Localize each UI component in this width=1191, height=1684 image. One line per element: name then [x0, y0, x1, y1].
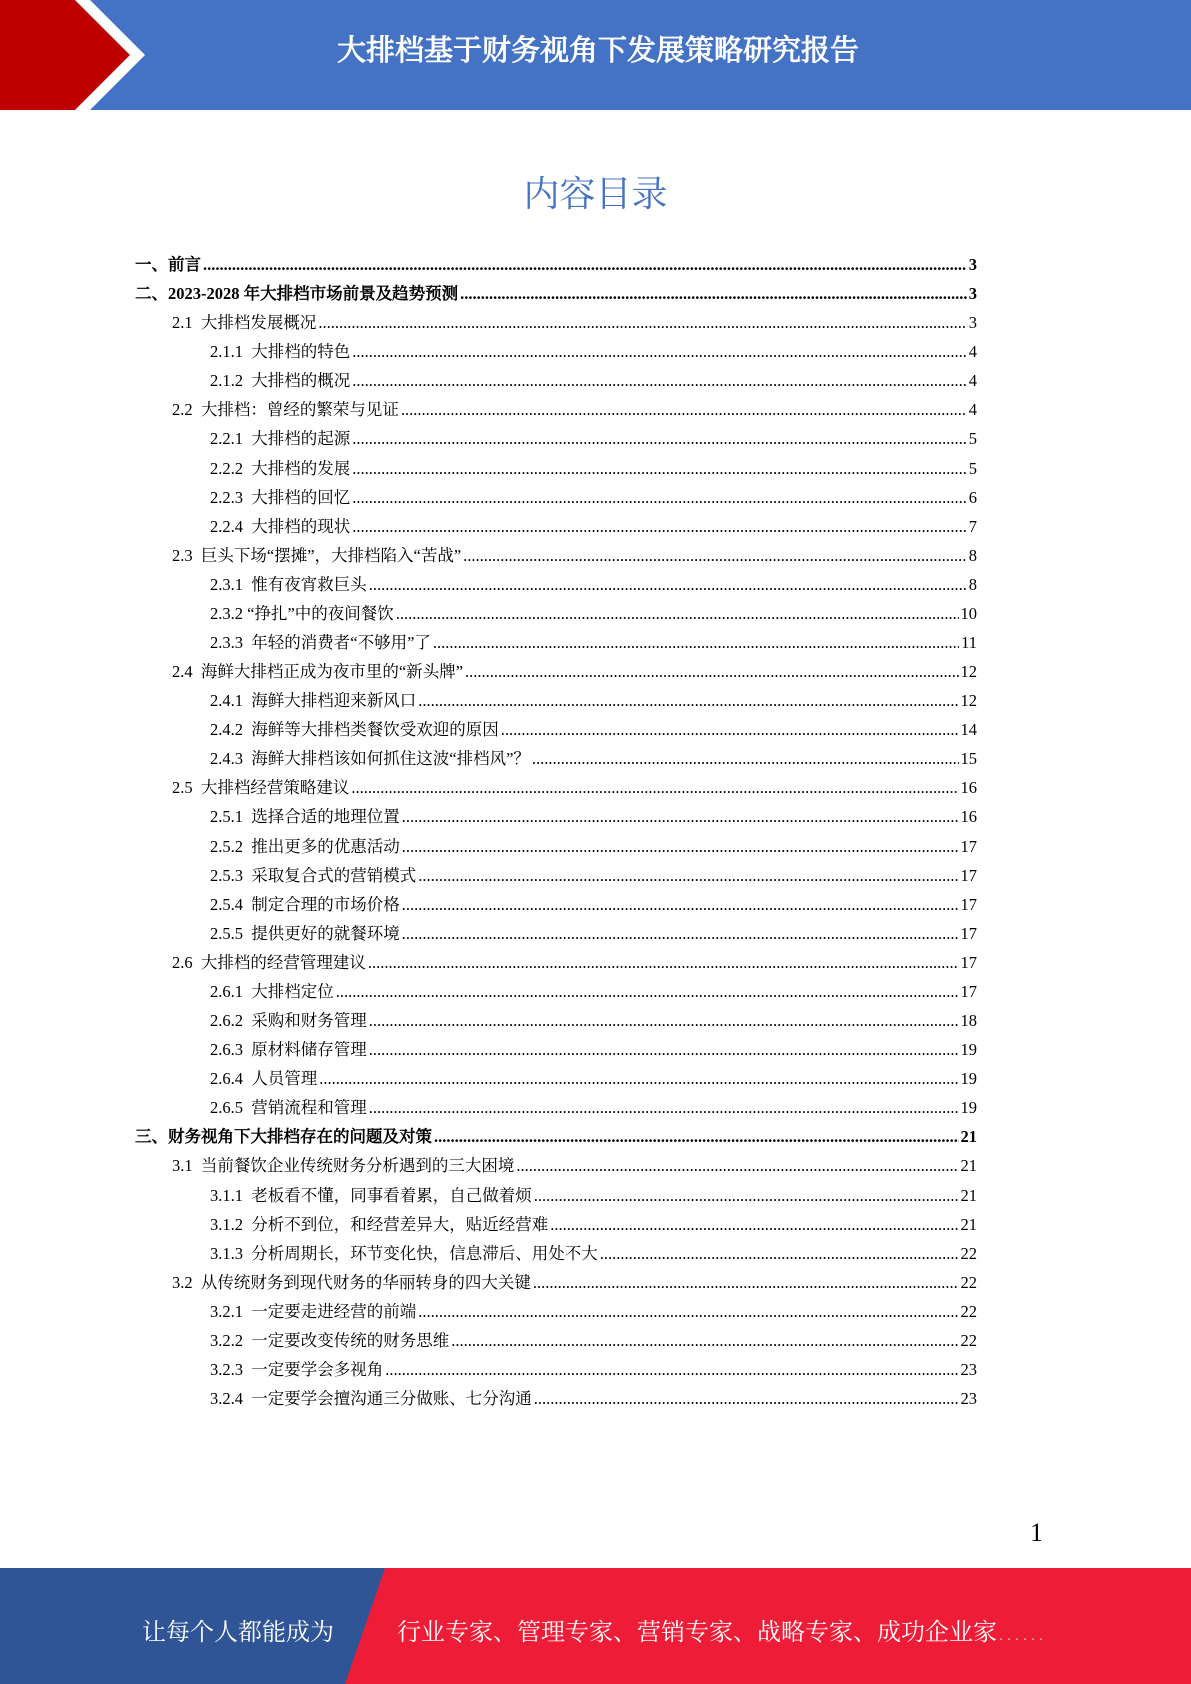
toc-entry[interactable]	[135, 1355, 977, 1384]
header-banner	[0, 0, 1191, 110]
toc-entry-page: 8	[968, 574, 977, 594]
toc-entry-title: 2.5.1 选择合适的地理位置	[210, 807, 400, 827]
toc-entry-title: 三、财务视角下大排档存在的问题及对策	[135, 1127, 432, 1147]
toc-leader-dots	[402, 832, 959, 861]
toc-leader-dots	[434, 1122, 959, 1151]
toc-entry[interactable]	[135, 1151, 977, 1180]
toc-entry-page: 16	[960, 778, 977, 798]
toc-entry-title: 2.5.3 采取复合式的营销模式	[210, 865, 417, 885]
toc-entry-page: 12	[960, 691, 977, 711]
toc-entry-page: 22	[960, 1272, 977, 1292]
toc-entry-page: 15	[960, 749, 977, 769]
toc-leader-dots	[352, 337, 967, 366]
toc-entry-title: 2.3 巨头下场“摆摊”，大排档陷入“苦战”	[172, 545, 462, 565]
toc-entry-page: 23	[960, 1389, 977, 1409]
toc-leader-dots	[369, 1035, 959, 1064]
toc-entry[interactable]	[135, 570, 977, 599]
toc-entry-page: 17	[960, 836, 977, 856]
toc-entry-title: 2.6.1 大排档定位	[210, 981, 334, 1001]
toc-leader-dots	[352, 424, 967, 453]
toc-leader-dots	[318, 308, 966, 337]
toc-leader-dots	[368, 948, 959, 977]
toc-entry[interactable]	[135, 1384, 977, 1413]
toc-leader-dots	[600, 1239, 959, 1268]
toc-leader-dots	[534, 1181, 959, 1210]
toc-leader-dots	[203, 250, 967, 279]
toc-entry[interactable]	[135, 657, 977, 686]
toc-entry[interactable]	[135, 744, 977, 773]
toc-entry-page: 4	[968, 342, 977, 362]
toc-entry-title: 3.2.3 一定要学会多视角	[210, 1359, 384, 1379]
toc-entry[interactable]	[135, 628, 977, 657]
toc-entry-title: 2.6.5 营销流程和管理	[210, 1098, 367, 1118]
toc-entry[interactable]	[135, 541, 977, 570]
toc-entry-page: 22	[960, 1330, 977, 1350]
toc-entry-page: 17	[960, 894, 977, 914]
toc-entry[interactable]	[135, 1006, 977, 1035]
toc-entry[interactable]	[135, 1064, 977, 1093]
toc-entry[interactable]	[135, 1268, 977, 1297]
toc-leader-dots	[433, 628, 959, 657]
toc-leader-dots	[533, 1268, 959, 1297]
toc-entry-title: 2.6 大排档的经营管理建议	[172, 952, 366, 972]
page-number: 1	[1030, 1518, 1043, 1547]
toc-entry[interactable]	[135, 773, 977, 802]
toc-entry-page: 17	[960, 865, 977, 885]
toc-leader-dots	[534, 1384, 959, 1413]
toc-entry-title: 2.2.2 大排档的发展	[210, 458, 351, 478]
toc-leader-dots	[501, 715, 959, 744]
toc-entry-page: 4	[968, 400, 977, 420]
toc-entry-title: 2.2.4 大排档的现状	[210, 516, 351, 536]
toc-entry-page: 3	[968, 255, 977, 274]
toc-entry-title: 2.4.2 海鲜等大排档类餐饮受欢迎的原因	[210, 720, 499, 740]
toc-entry-page: 22	[960, 1243, 977, 1263]
toc-entry[interactable]	[135, 1239, 977, 1268]
toc-entry[interactable]	[135, 454, 977, 483]
toc-entry[interactable]	[135, 1035, 977, 1064]
toc-leader-dots	[369, 1006, 959, 1035]
toc-entry-title: 3.2.1 一定要走进经营的前端	[210, 1301, 417, 1321]
toc-entry-page: 7	[968, 516, 977, 536]
toc-entry-page: 16	[960, 807, 977, 827]
toc-leader-dots	[418, 686, 958, 715]
toc-leader-dots	[336, 977, 959, 1006]
toc-entry[interactable]	[135, 250, 977, 279]
toc-entry-title: 2.4 海鲜大排档正成为夜市里的“新头牌”	[172, 662, 464, 682]
toc-entry-title: 3.1.3 分析周期长，环节变化快，信息滞后、用处不大	[210, 1243, 598, 1263]
toc-entry-title: 2.5 大排档经营策略建议	[172, 778, 350, 798]
toc-entry-title: 2.3.2 “挣扎”中的夜间餐饮	[210, 603, 394, 623]
toc-leader-dots	[352, 454, 967, 483]
toc-entry[interactable]	[135, 948, 977, 977]
toc-entry[interactable]	[135, 1181, 977, 1210]
toc-entry-title: 二、2023-2028 年大排档市场前景及趋势预测	[135, 284, 459, 304]
toc-entry-title: 2.6.3 原材料储存管理	[210, 1040, 367, 1060]
toc-entry-title: 2.6.2 采购和财务管理	[210, 1011, 367, 1031]
toc-leader-dots	[369, 1093, 959, 1122]
toc-leader-dots	[401, 395, 967, 424]
toc-entry-title: 2.1.2 大排档的概况	[210, 371, 351, 391]
toc-entry[interactable]	[135, 337, 977, 366]
toc-leader-dots	[418, 1297, 958, 1326]
toc-entry-page: 3	[968, 313, 977, 333]
toc-entry-page: 19	[960, 1098, 977, 1118]
toc-entry[interactable]	[135, 424, 977, 453]
toc-entry-page: 18	[960, 1011, 977, 1031]
toc-leader-dots	[352, 512, 967, 541]
toc-entry-title: 一、前言	[135, 255, 201, 274]
toc-entry-title: 2.2.1 大排档的起源	[210, 429, 351, 449]
toc-entry-page: 17	[960, 981, 977, 1001]
toc-entry-page: 3	[968, 284, 977, 304]
toc-entry-title: 2.1 大排档发展概况	[172, 313, 317, 333]
toc-leader-dots	[402, 919, 959, 948]
toc-leader-dots	[451, 1326, 958, 1355]
toc-entry-page: 21	[960, 1185, 977, 1205]
toc-entry-title: 2.2 大排档：曾经的繁荣与见证	[172, 400, 399, 420]
toc-entry-title: 2.3.1 惟有夜宵救巨头	[210, 574, 367, 594]
toc-entry-page: 22	[960, 1301, 977, 1321]
toc-entry-title: 2.4.1 海鲜大排档迎来新风口	[210, 691, 417, 711]
toc-leader-dots	[402, 802, 959, 831]
toc-entry[interactable]	[135, 919, 977, 948]
toc-leader-dots	[516, 1151, 958, 1180]
toc-entry-title: 3.1 当前餐饮企业传统财务分析遇到的三大困境	[172, 1156, 515, 1176]
toc-entry-page: 17	[960, 923, 977, 943]
toc-entry-title: 2.5.4 制定合理的市场价格	[210, 894, 400, 914]
toc-entry[interactable]	[135, 366, 977, 395]
toc-entry-page: 21	[960, 1127, 977, 1147]
toc-leader-dots	[460, 279, 967, 308]
toc-leader-dots	[352, 483, 967, 512]
toc-entry-title: 3.1.2 分析不到位，和经营差异大，贴近经营难	[210, 1214, 549, 1234]
toc-leader-dots	[465, 657, 958, 686]
toc-entry-title: 2.5.2 推出更多的优惠活动	[210, 836, 400, 856]
toc-leader-dots	[319, 1064, 958, 1093]
toc-entry-title: 2.2.3 大排档的回忆	[210, 487, 351, 507]
toc-entry-title: 3.2 从传统财务到现代财务的华丽转身的四大关键	[172, 1272, 531, 1292]
toc-entry-page: 5	[968, 458, 977, 478]
table-of-contents	[135, 250, 977, 1413]
toc-entry[interactable]	[135, 308, 977, 337]
toc-entry-page: 4	[968, 371, 977, 391]
toc-leader-dots	[396, 599, 959, 628]
footer-banner	[0, 1568, 1191, 1684]
toc-entry[interactable]	[135, 977, 977, 1006]
toc-leader-dots	[532, 744, 959, 773]
toc-leader-dots	[351, 773, 958, 802]
toc-leader-dots	[352, 366, 967, 395]
toc-entry-page: 19	[960, 1040, 977, 1060]
toc-entry[interactable]	[135, 1093, 977, 1122]
toc-entry-page: 12	[960, 662, 977, 682]
toc-entry[interactable]	[135, 279, 977, 308]
toc-entry-title: 2.3.3 年轻的消费者“不够用”了	[210, 633, 431, 653]
toc-entry-title: 3.2.4 一定要学会擅沟通三分做账、七分沟通	[210, 1389, 532, 1409]
toc-entry-page: 8	[968, 545, 977, 565]
toc-entry-page: 14	[960, 720, 977, 740]
toc-entry[interactable]	[135, 1297, 977, 1326]
toc-entry[interactable]	[135, 1122, 977, 1151]
toc-entry[interactable]	[135, 1326, 977, 1355]
toc-entry-page: 6	[968, 487, 977, 507]
report-title: 大排档基于财务视角下发展策略研究报告	[336, 33, 859, 67]
toc-entry-page: 21	[960, 1214, 977, 1234]
footer-slogan-right: 行业专家、管理专家、营销专家、战略专家、成功企业家……	[397, 1618, 1045, 1646]
toc-leader-dots	[369, 570, 967, 599]
toc-entry[interactable]	[135, 686, 977, 715]
toc-entry[interactable]	[135, 1210, 977, 1239]
toc-leader-dots	[463, 541, 967, 570]
toc-entry-page: 17	[960, 952, 977, 972]
toc-entry[interactable]	[135, 802, 977, 831]
toc-entry-title: 2.1.1 大排档的特色	[210, 342, 351, 362]
toc-heading: 内容目录	[523, 174, 668, 214]
toc-entry-title: 2.5.5 提供更好的就餐环境	[210, 923, 400, 943]
toc-entry[interactable]	[135, 890, 977, 919]
toc-leader-dots	[402, 890, 959, 919]
toc-entry[interactable]	[135, 512, 977, 541]
toc-entry[interactable]	[135, 832, 977, 861]
toc-leader-dots	[418, 861, 958, 890]
toc-entry[interactable]	[135, 861, 977, 890]
toc-entry-page: 11	[961, 633, 977, 653]
toc-entry[interactable]	[135, 715, 977, 744]
toc-leader-dots	[550, 1210, 958, 1239]
footer-slogan-left: 让每个人都能成为	[142, 1618, 334, 1646]
toc-entry-page: 5	[968, 429, 977, 449]
toc-entry-title: 3.2.2 一定要改变传统的财务思维	[210, 1330, 450, 1350]
toc-entry[interactable]	[135, 599, 977, 628]
toc-entry-title: 2.6.4 人员管理	[210, 1069, 318, 1089]
toc-entry-title: 3.1.1 老板看不懂，同事看着累，自己做着烦	[210, 1185, 532, 1205]
toc-entry[interactable]	[135, 395, 977, 424]
toc-entry-page: 19	[960, 1069, 977, 1089]
toc-entry[interactable]	[135, 483, 977, 512]
toc-entry-page: 21	[960, 1156, 977, 1176]
toc-leader-dots	[385, 1355, 958, 1384]
toc-entry-title: 2.4.3 海鲜大排档该如何抓住这波“排档风”？	[210, 749, 530, 769]
toc-entry-page: 23	[960, 1359, 977, 1379]
toc-entry-page: 10	[960, 603, 977, 623]
